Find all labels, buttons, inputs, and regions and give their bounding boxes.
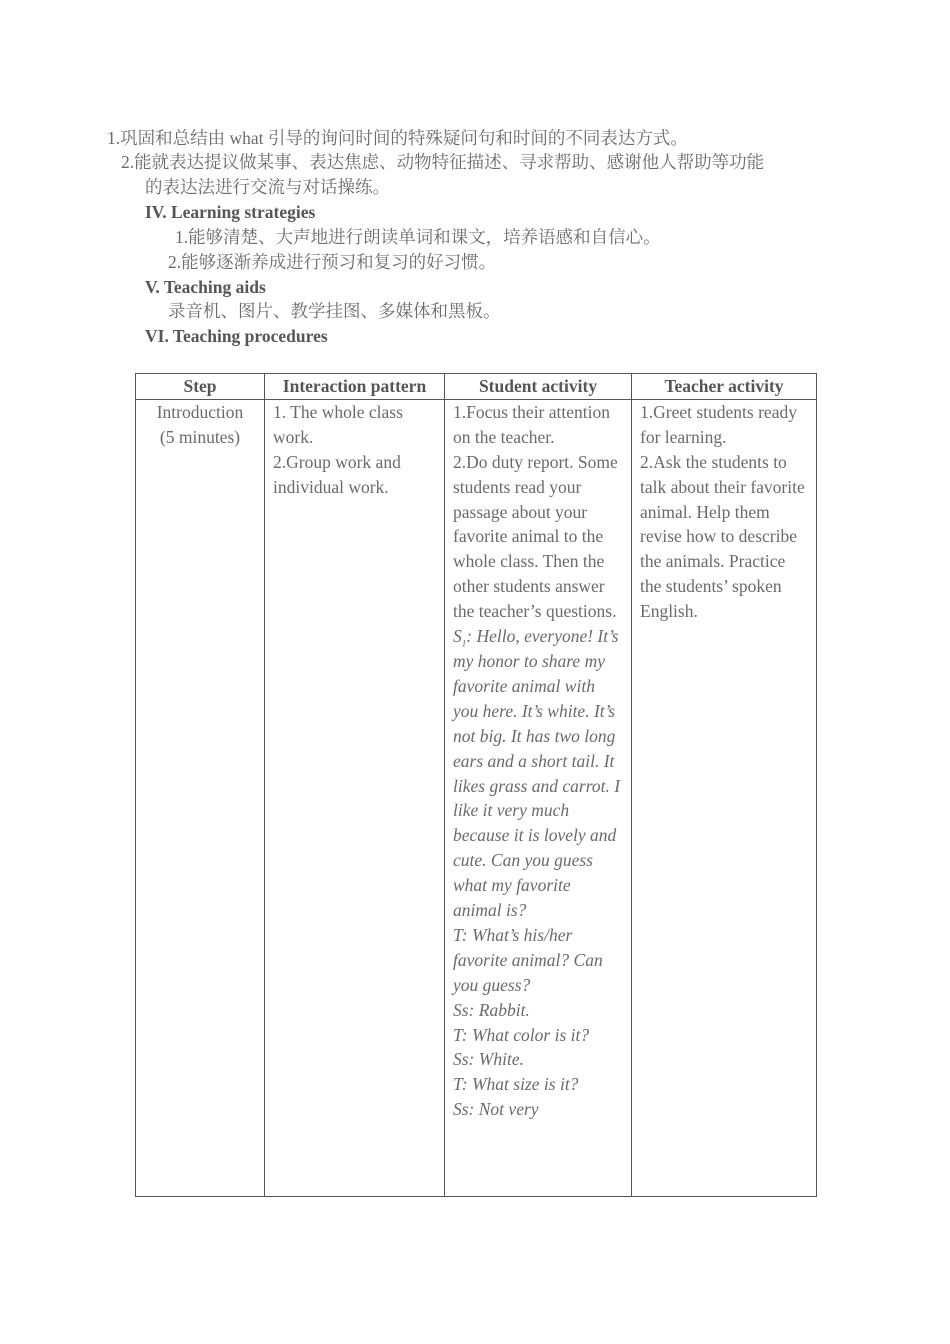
learning-strategy-item-2: 2.能够逐渐养成进行预习和复习的好习惯。 bbox=[168, 252, 497, 272]
student-activity-cell bbox=[445, 399, 632, 1196]
student-activity-item-1: 1.Focus their attention on the teacher. bbox=[453, 401, 610, 447]
student-s1-subscript: 1 bbox=[461, 638, 467, 649]
student-s1-text: : Hello, everyone! It’s my honor to share my favorite animal with you here. It’s white. It’s not big. It has two long ears and a short tail. It likes grass and carrot. I like it very much because it is lovely and cute. Can you guess what my favorite animal is? bbox=[453, 626, 621, 921]
teacher-activity-item-1: 1.Greet students ready for learning. bbox=[640, 401, 797, 447]
header-student-activity: Student activity bbox=[445, 374, 632, 400]
teaching-procedures-table bbox=[135, 373, 817, 1197]
step-time: (5 minutes) bbox=[159, 426, 241, 447]
dialogue-line: T: What size is it? bbox=[453, 1074, 579, 1095]
teaching-procedures-heading: VI. Teaching procedures bbox=[145, 326, 328, 346]
objective-item-2-line-1: 2.能就表达提议做某事、表达焦虑、动物特征描述、寻求帮助、感谢他人帮助等功能 bbox=[121, 152, 765, 172]
header-step: Step bbox=[136, 374, 265, 400]
dialogue-line: T: What color is it? bbox=[453, 1024, 590, 1045]
table-row bbox=[136, 399, 817, 1196]
teaching-aids-text: 录音机、图片、教学挂图、多媒体和黑板。 bbox=[168, 301, 501, 321]
student-s1-speech bbox=[453, 624, 623, 923]
dialogue-line: Ss: Rabbit. bbox=[453, 999, 530, 1020]
header-interaction-pattern: Interaction pattern bbox=[265, 374, 445, 400]
step-name: Introduction bbox=[156, 401, 244, 422]
objective-item-2-line-2: 的表达法进行交流与对话操练。 bbox=[145, 177, 390, 197]
teacher-activity-cell bbox=[632, 399, 817, 1196]
teacher-activity-item-2: 2.Ask the students to talk about their favorite animal. Help them revise how to describe the animals. Practice the students’ spoken English. bbox=[640, 451, 805, 622]
student-s1-prefix: S bbox=[453, 626, 462, 647]
interaction-item-1: 1. The whole class work. bbox=[273, 401, 403, 447]
header-teacher-activity: Teacher activity bbox=[632, 374, 817, 400]
dialogue-line: Ss: White. bbox=[453, 1049, 524, 1070]
interaction-cell bbox=[265, 399, 445, 1196]
learning-strategy-item-1: 1.能够清楚、大声地进行朗读单词和课文，培养语感和自信心。 bbox=[175, 227, 661, 247]
learning-strategies-heading: IV. Learning strategies bbox=[145, 202, 316, 222]
dialogue-line: T: What’s his/her favorite animal? Can you guess? bbox=[453, 924, 603, 995]
student-activity-item-2: 2.Do duty report. Some students read your passage about your favorite animal to the whole class. Then the other students answer the teacher’s questions. bbox=[453, 451, 618, 622]
dialogue-line: Ss: Not very bbox=[453, 1099, 539, 1120]
step-cell bbox=[136, 399, 265, 1196]
teaching-aids-heading: V. Teaching aids bbox=[145, 277, 266, 297]
interaction-item-2: 2.Group work and individual work. bbox=[273, 451, 401, 497]
table-header-row bbox=[136, 374, 817, 400]
objective-item-1: 1.巩固和总结由 what 引导的询问时间的特殊疑问句和时间的不同表达方式。 bbox=[107, 128, 688, 148]
